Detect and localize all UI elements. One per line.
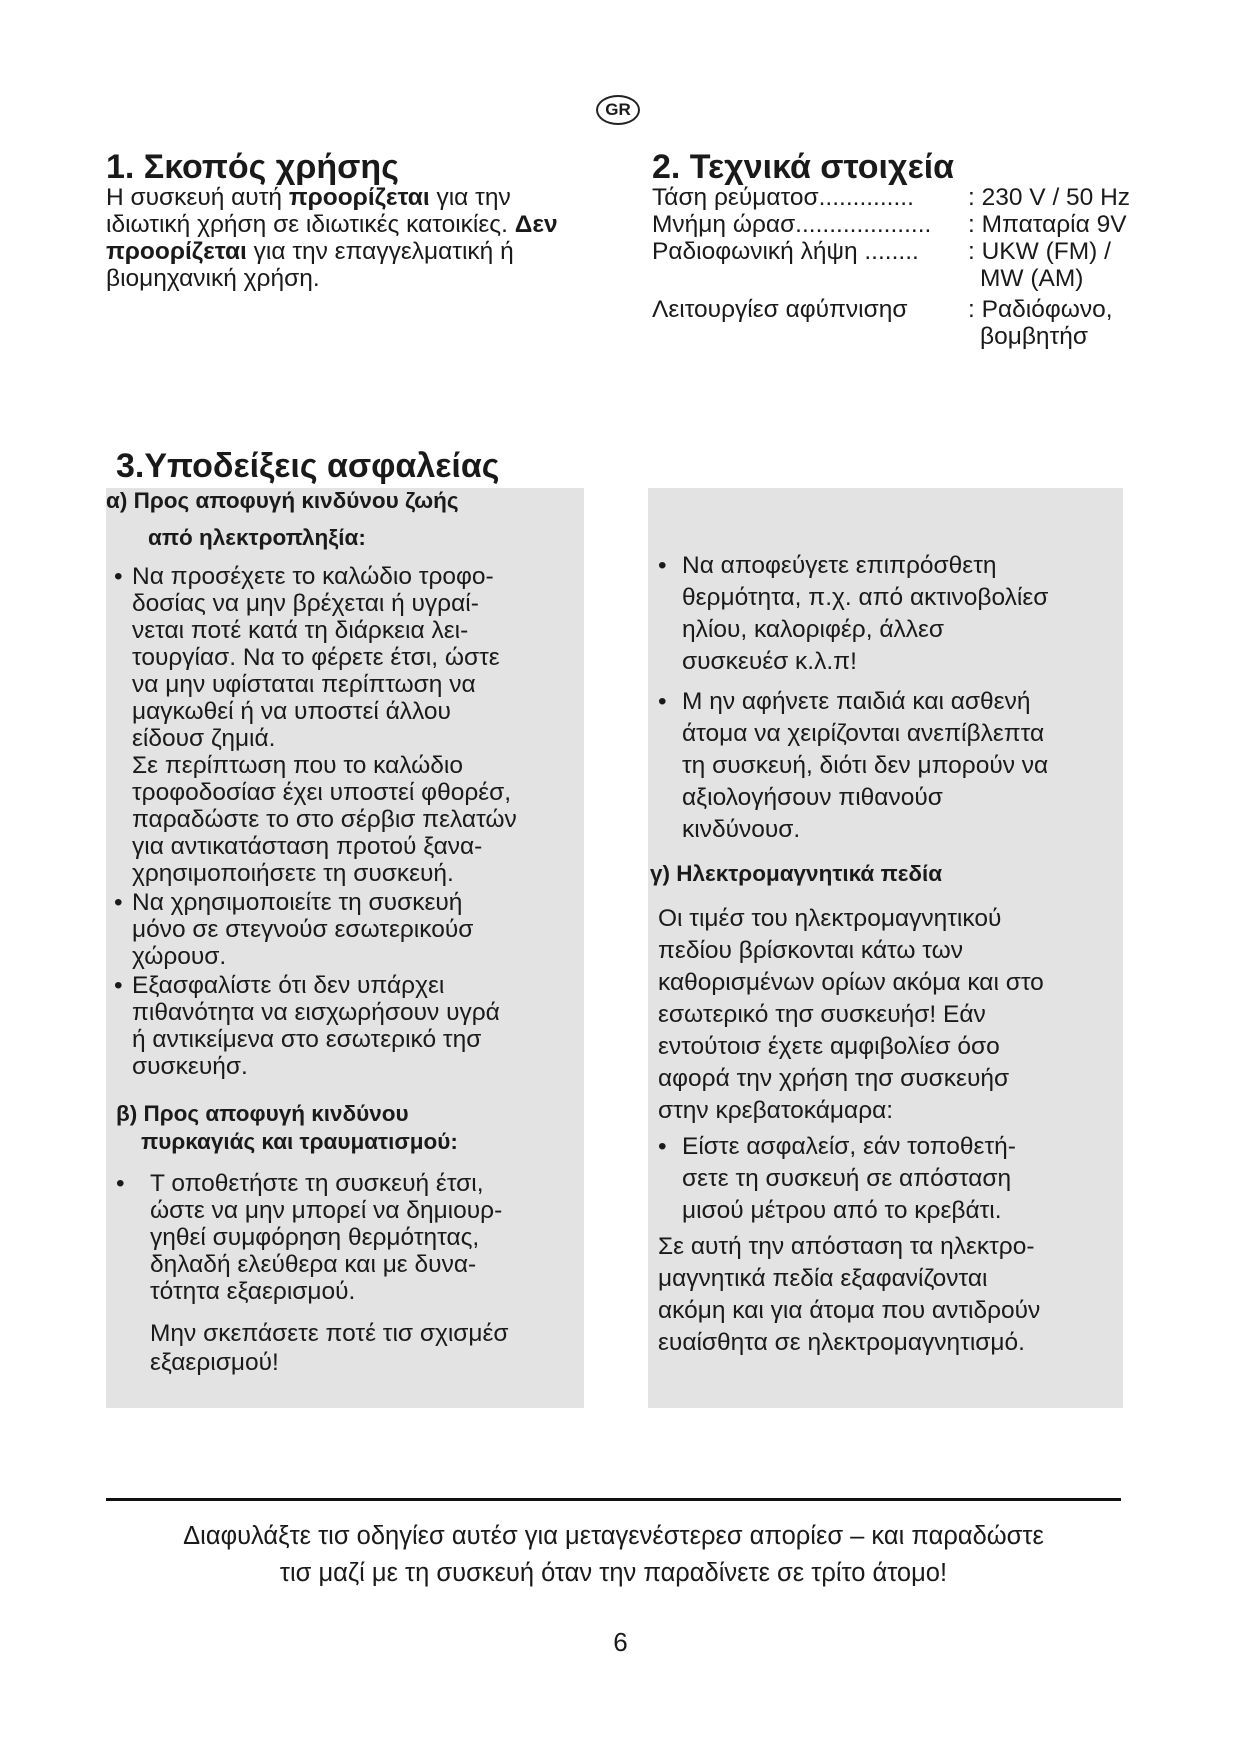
bullet-icon: • xyxy=(658,688,667,715)
bullet-text: Να αποφεύγετε επιπρόσθετη θερμότητα, π.χ. από ακτινοβολίεσ ηλίου, καλοριφέρ, άλλεσ συσκευέσ κ.λ.π! xyxy=(682,552,1049,675)
list-item xyxy=(106,1170,584,1305)
emf-distance-paragraph: Σε αυτή την απόσταση τα ηλεκτρο- μαγνητικά πεδία εξαφανίζονται ακόμη και για άτομα που αντιδρούν ευαίσθητα σε ηλεκτρομαγνητισμό. xyxy=(658,1233,1041,1356)
spec-row xyxy=(652,238,1132,265)
list-item xyxy=(106,889,584,970)
footer-divider xyxy=(106,1498,1121,1501)
spec-row xyxy=(652,265,1132,292)
spec-value: : UKW (FM) / xyxy=(968,238,1111,265)
safety-left-content xyxy=(106,485,584,1377)
spec-label xyxy=(652,265,968,292)
list-item xyxy=(106,563,584,887)
language-badge: GR xyxy=(596,95,640,125)
section-intended-use xyxy=(106,148,606,292)
spec-label: Λειτουργίεσ αφύπνισησ xyxy=(652,296,908,323)
spec-value: : 230 V / 50 Hz xyxy=(968,184,1131,211)
spec-row xyxy=(652,184,1132,211)
page-number: 6 xyxy=(613,1627,628,1657)
bullet-icon: • xyxy=(658,552,667,579)
bullet-icon: • xyxy=(114,972,123,999)
intro-text-cont: για την ιδιωτική χρήση σε ιδιωτικές κατοικίες. xyxy=(106,184,515,238)
bullet-text: Να χρησιμοποιείτε τη συσκευή μόνο σε στεγνούσ εσωτερικούσ χώρουσ. xyxy=(132,889,474,970)
subsection-c-title: γ) Ηλεκτρομαγνητικά πεδία xyxy=(650,861,943,886)
spec-value: : Μπαταρία 9V xyxy=(968,211,1127,238)
intro-text-end: για την επαγγελματική ή βιομηχανική χρήση. xyxy=(106,238,514,292)
spec-table xyxy=(652,184,1132,350)
list-item xyxy=(648,550,1123,678)
bullet-text: Εξασφαλίστε ότι δεν υπάρχει πιθανότητα να εισχωρήσουν υγρά ή αντικείμενα στο εσωτερικό τησ συσκευήσ. xyxy=(132,972,500,1080)
spec-label: Μνήμη ώρασ.................... xyxy=(652,211,932,238)
section-1-text xyxy=(106,184,581,292)
bullet-text: Τ οποθετήστε τη συσκευή έτσι, ώστε να μην μπορεί να δημιουρ- γηθεί συμφόρηση θερμότητας, δηλαδή ελεύθερα και με δυνα- τότητα εξαερισμού. xyxy=(150,1170,503,1305)
emf-paragraph: Οι τιμέσ του ηλεκτρομαγνητικού πεδίου βρίσκονται κάτω των καθορισμένων ορίων ακόμα και στο εσωτερικό τησ συσκευήσ! Εάν εντούτοισ έχετε αμφιβολίεσ όσο αφορά την χρήση τησ συσκευήσ στην κρεβατοκάμαρα: xyxy=(658,905,1044,1124)
section-2-title: 2. Τεχνικά στοιχεία xyxy=(652,148,955,186)
spec-value: MW (AM) xyxy=(980,265,1084,292)
list-item xyxy=(106,972,584,1080)
ventilation-note: Μην σκεπάσετε ποτέ τισ σχισμέσ εξαερισμού! xyxy=(150,1320,509,1376)
footer-line-1: Διαφυλάξτε τισ οδηγίεσ αυτέσ για μεταγενέστερεσ απορίεσ – και παραδώστε xyxy=(183,1522,1044,1550)
not-intended-emphasis: Δεν προορίζεται xyxy=(106,211,558,265)
intro-text: Η συσκευή αυτή xyxy=(106,184,289,211)
subsection-b-title: β) Προς αποφυγή κινδύνου πυρκαγιάς και τραυματισμού: xyxy=(116,1101,458,1154)
spec-label: Τάση ρεύματοσ.............. xyxy=(652,184,914,211)
bullet-text: Μ ην αφήνετε παιδιά και ασθενή άτομα να χειρίζονται ανεπίβλεπτα τη συσκευή, διότι δεν μπορούν να αξιολογήσουν πιθανούσ κινδύνουσ. xyxy=(682,688,1049,843)
bullet-text: Είστε ασφαλείσ, εάν τοποθετή- σετε τη συσκευή σε απόσταση μισού μέτρου από το κρεβάτι. xyxy=(682,1133,1016,1224)
bullet-text: Να προσέχετε το καλώδιο τροφο- δοσίας να μην βρέχεται ή υγραί- νεται ποτέ κατά τη διάρκεια λει- τουργίασ. Να το φέρετε έτσι, ώστε να μην υφίσταται περίπτωση να μαγκωθεί ή να υποστεί άλλου είδουσ ζημιά. Σε περίπτωση που το καλώδιο τροφοδοσίασ έχει υποστεί φθορέσ, παραδώστε το στο σέρβισ πελατών για αντικατάσταση προτού ξανα- χρησιμοποιήσετε τη συσκευή. xyxy=(132,563,517,887)
list-item xyxy=(648,686,1123,846)
spec-label: Ραδιοφωνική λήψη ........ xyxy=(652,238,919,265)
section-technical-data xyxy=(652,148,1132,350)
spec-row xyxy=(652,323,1132,350)
safety-right-content xyxy=(648,550,1123,1359)
spec-label xyxy=(652,323,968,350)
spec-row xyxy=(652,211,1132,238)
footer-note xyxy=(106,1518,1121,1592)
spec-row xyxy=(652,296,1132,323)
section-1-title: 1. Σκοπός χρήσης xyxy=(106,148,399,186)
bullet-icon: • xyxy=(114,889,123,916)
list-item xyxy=(648,1131,1123,1227)
spec-value: βομβητήσ xyxy=(980,323,1088,350)
intended-emphasis: προορίζεται xyxy=(288,184,430,211)
subsection-a-title-2: από ηλεκτροπληξία: xyxy=(148,525,366,550)
spec-value: : Ραδιόφωνο, xyxy=(968,296,1113,323)
footer-line-2: τισ μαζί με τη συσκευή όταν την παραδίνετε σε τρίτο άτομο! xyxy=(279,1559,948,1587)
section-3-title: 3.Υποδείξεις ασφαλείας xyxy=(116,447,500,485)
bullet-icon: • xyxy=(116,1170,125,1197)
subsection-a-title: α) Προς αποφυγή κινδύνου ζωής xyxy=(106,488,459,513)
bullet-icon: • xyxy=(658,1133,667,1160)
bullet-icon: • xyxy=(114,563,123,590)
